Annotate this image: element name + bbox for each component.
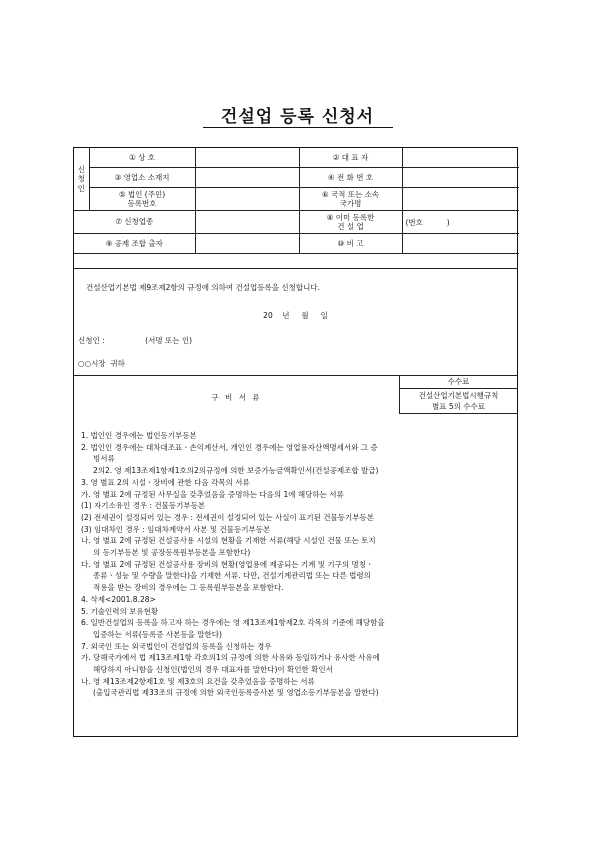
phone-label: ④ 전 화 번 호 xyxy=(299,168,402,188)
fee-description: 건설산업기본법시행규칙 별표 5의 수수료 xyxy=(418,391,499,411)
document-line: 적용을 받는 장비의 경우에는 그 등록원부등본을 포함한다. xyxy=(93,583,284,593)
applicant-table xyxy=(74,148,519,254)
document-line: 나. 영 별표 2에 규정된 건설공사용 시설의 현황을 기재한 서류(해당 시설인 건물 또는 토지 xyxy=(81,536,376,546)
representative-field[interactable] xyxy=(402,148,519,168)
business-type-field[interactable] xyxy=(195,211,299,234)
business-type-label: ⑦ 신청업종 xyxy=(74,211,195,234)
registered-business-field[interactable]: (번호 ) xyxy=(402,211,519,234)
trade-name-label: ① 상 호 xyxy=(89,148,195,168)
document-line: 가. 당해국가에서 법 제13조제1항 각호의1의 규정에 의한 사유와 동일하거나 유사한 사유에 xyxy=(81,653,380,663)
document-line: 6. 일반건설업의 등록을 하고자 하는 경우에는 영 제13조제1항제2호 각목의 기준에 해당함을 xyxy=(81,618,385,628)
document-line: 가. 영 별표 2에 규정된 사무실을 갖추었음을 증명하는 다음의 1에 해당하는 서류 xyxy=(81,489,344,499)
document-line: 해당하지 아니함을 신청인(법인의 경우 대표자를 말한다)이 확인한 확인서 xyxy=(93,665,333,675)
document-line: (3) 임대차인 경우 : 임대차계약서 사본 및 건물등기부등본 xyxy=(81,524,271,534)
office-address-label: ③ 영업소 소재지 xyxy=(89,168,195,188)
nationality-field[interactable] xyxy=(402,188,519,211)
application-statement xyxy=(74,268,517,376)
office-address-field[interactable] xyxy=(195,168,299,188)
document-line: (2) 전세권이 설정되어 있는 경우 : 전세권이 설정되어 있는 사실이 표기된 건물등기부등본 xyxy=(81,512,374,522)
applicant-signature-line[interactable]: 신청인 : (서명 또는 인) xyxy=(78,336,193,345)
document-line: 1. 법인인 경우에는 법인등기부등본 xyxy=(81,431,197,440)
document-line: 의 등기부등본 및 공장등록원부등본을 포함한다) xyxy=(93,548,251,558)
document-line: 다. 영 별표 2에 규정된 건설공사용 장비의 현황(영업용에 제공되는 기계 및 기구의 명칭ㆍ xyxy=(81,559,374,569)
recipient-line: ○○시장 귀하 xyxy=(78,359,125,368)
statement-text: 건설산업기본법 제9조제2항의 규정에 의하여 건설업등록을 신청합니다. xyxy=(86,283,320,292)
title-underline xyxy=(203,127,393,128)
remarks-field[interactable] xyxy=(402,234,519,254)
documents-title: 구 비 서 류 xyxy=(211,393,262,402)
required-documents-list xyxy=(81,430,513,699)
document-line: 5. 기술인력의 보유현황 xyxy=(81,606,159,616)
form-title: 건설업 등록 신청서 xyxy=(220,107,375,127)
document-line: 3. 영 별표 2의 시설ㆍ장비에 관한 다음 각목의 서류 xyxy=(81,477,250,487)
documents-header xyxy=(74,376,517,414)
registered-business-label: ⑧ 이미 등록한 건 설 업 xyxy=(299,211,402,234)
mutual-aid-label: ⑨ 공제 조합 출자 xyxy=(74,234,195,254)
document-line: 종류ㆍ성능 및 수량을 말한다)을 기재한 서류. 다만, 건설기계관리법 또는 다른 법령의 xyxy=(93,571,371,581)
fee-box xyxy=(399,376,517,414)
mutual-aid-field[interactable] xyxy=(195,234,299,254)
registration-number-label: ⑤ 법인 (주민) 등록번호 xyxy=(89,188,195,211)
document-line: 빙서류 xyxy=(93,454,115,464)
date-line[interactable]: 20 년 월 일 xyxy=(263,311,328,320)
phone-field[interactable] xyxy=(402,168,519,188)
document-line: 2. 법인인 경우에는 대차대조표ㆍ손익계산서, 개인인 경우에는 영업용자산액명세서와 그 증 xyxy=(81,442,378,452)
document-line: 입증하는 서류(등록증 사본등을 말한다) xyxy=(93,629,222,639)
remarks-label: ⑩ 비 고 xyxy=(299,234,402,254)
applicant-label: 신 청 인 xyxy=(74,148,89,211)
document-line: (1) 자기소유인 경우 : 건물등기부등본 xyxy=(81,501,206,511)
registration-number-field[interactable] xyxy=(195,188,299,211)
document-line: 2의2. 영 제13조제1항제1호의2의규정에 의한 보증가능금액확인서(건설공제조합 발급) xyxy=(93,466,379,476)
registration-form xyxy=(73,147,518,737)
fee-title: 수수료 xyxy=(400,376,517,389)
document-line: (출입국관리법 제33조의 규정에 의한 외국인등록증사본 및 영업소등기부등본을 말한다) xyxy=(93,688,379,698)
trade-name-field[interactable] xyxy=(195,148,299,168)
document-line: 4. 삭제<2001.8.28> xyxy=(81,594,156,604)
representative-label: ② 대 표 자 xyxy=(299,148,402,168)
nationality-label: ⑥ 국적 또는 소속 국가명 xyxy=(299,188,402,211)
document-line: 7. 외국인 또는 외국법인이 건설업의 등록을 신청하는 경우 xyxy=(81,641,272,651)
document-line: 나. 영 제13조제2항제1호 및 제3호의 요건을 갖추었음을 증명하는 서류 xyxy=(81,676,315,686)
